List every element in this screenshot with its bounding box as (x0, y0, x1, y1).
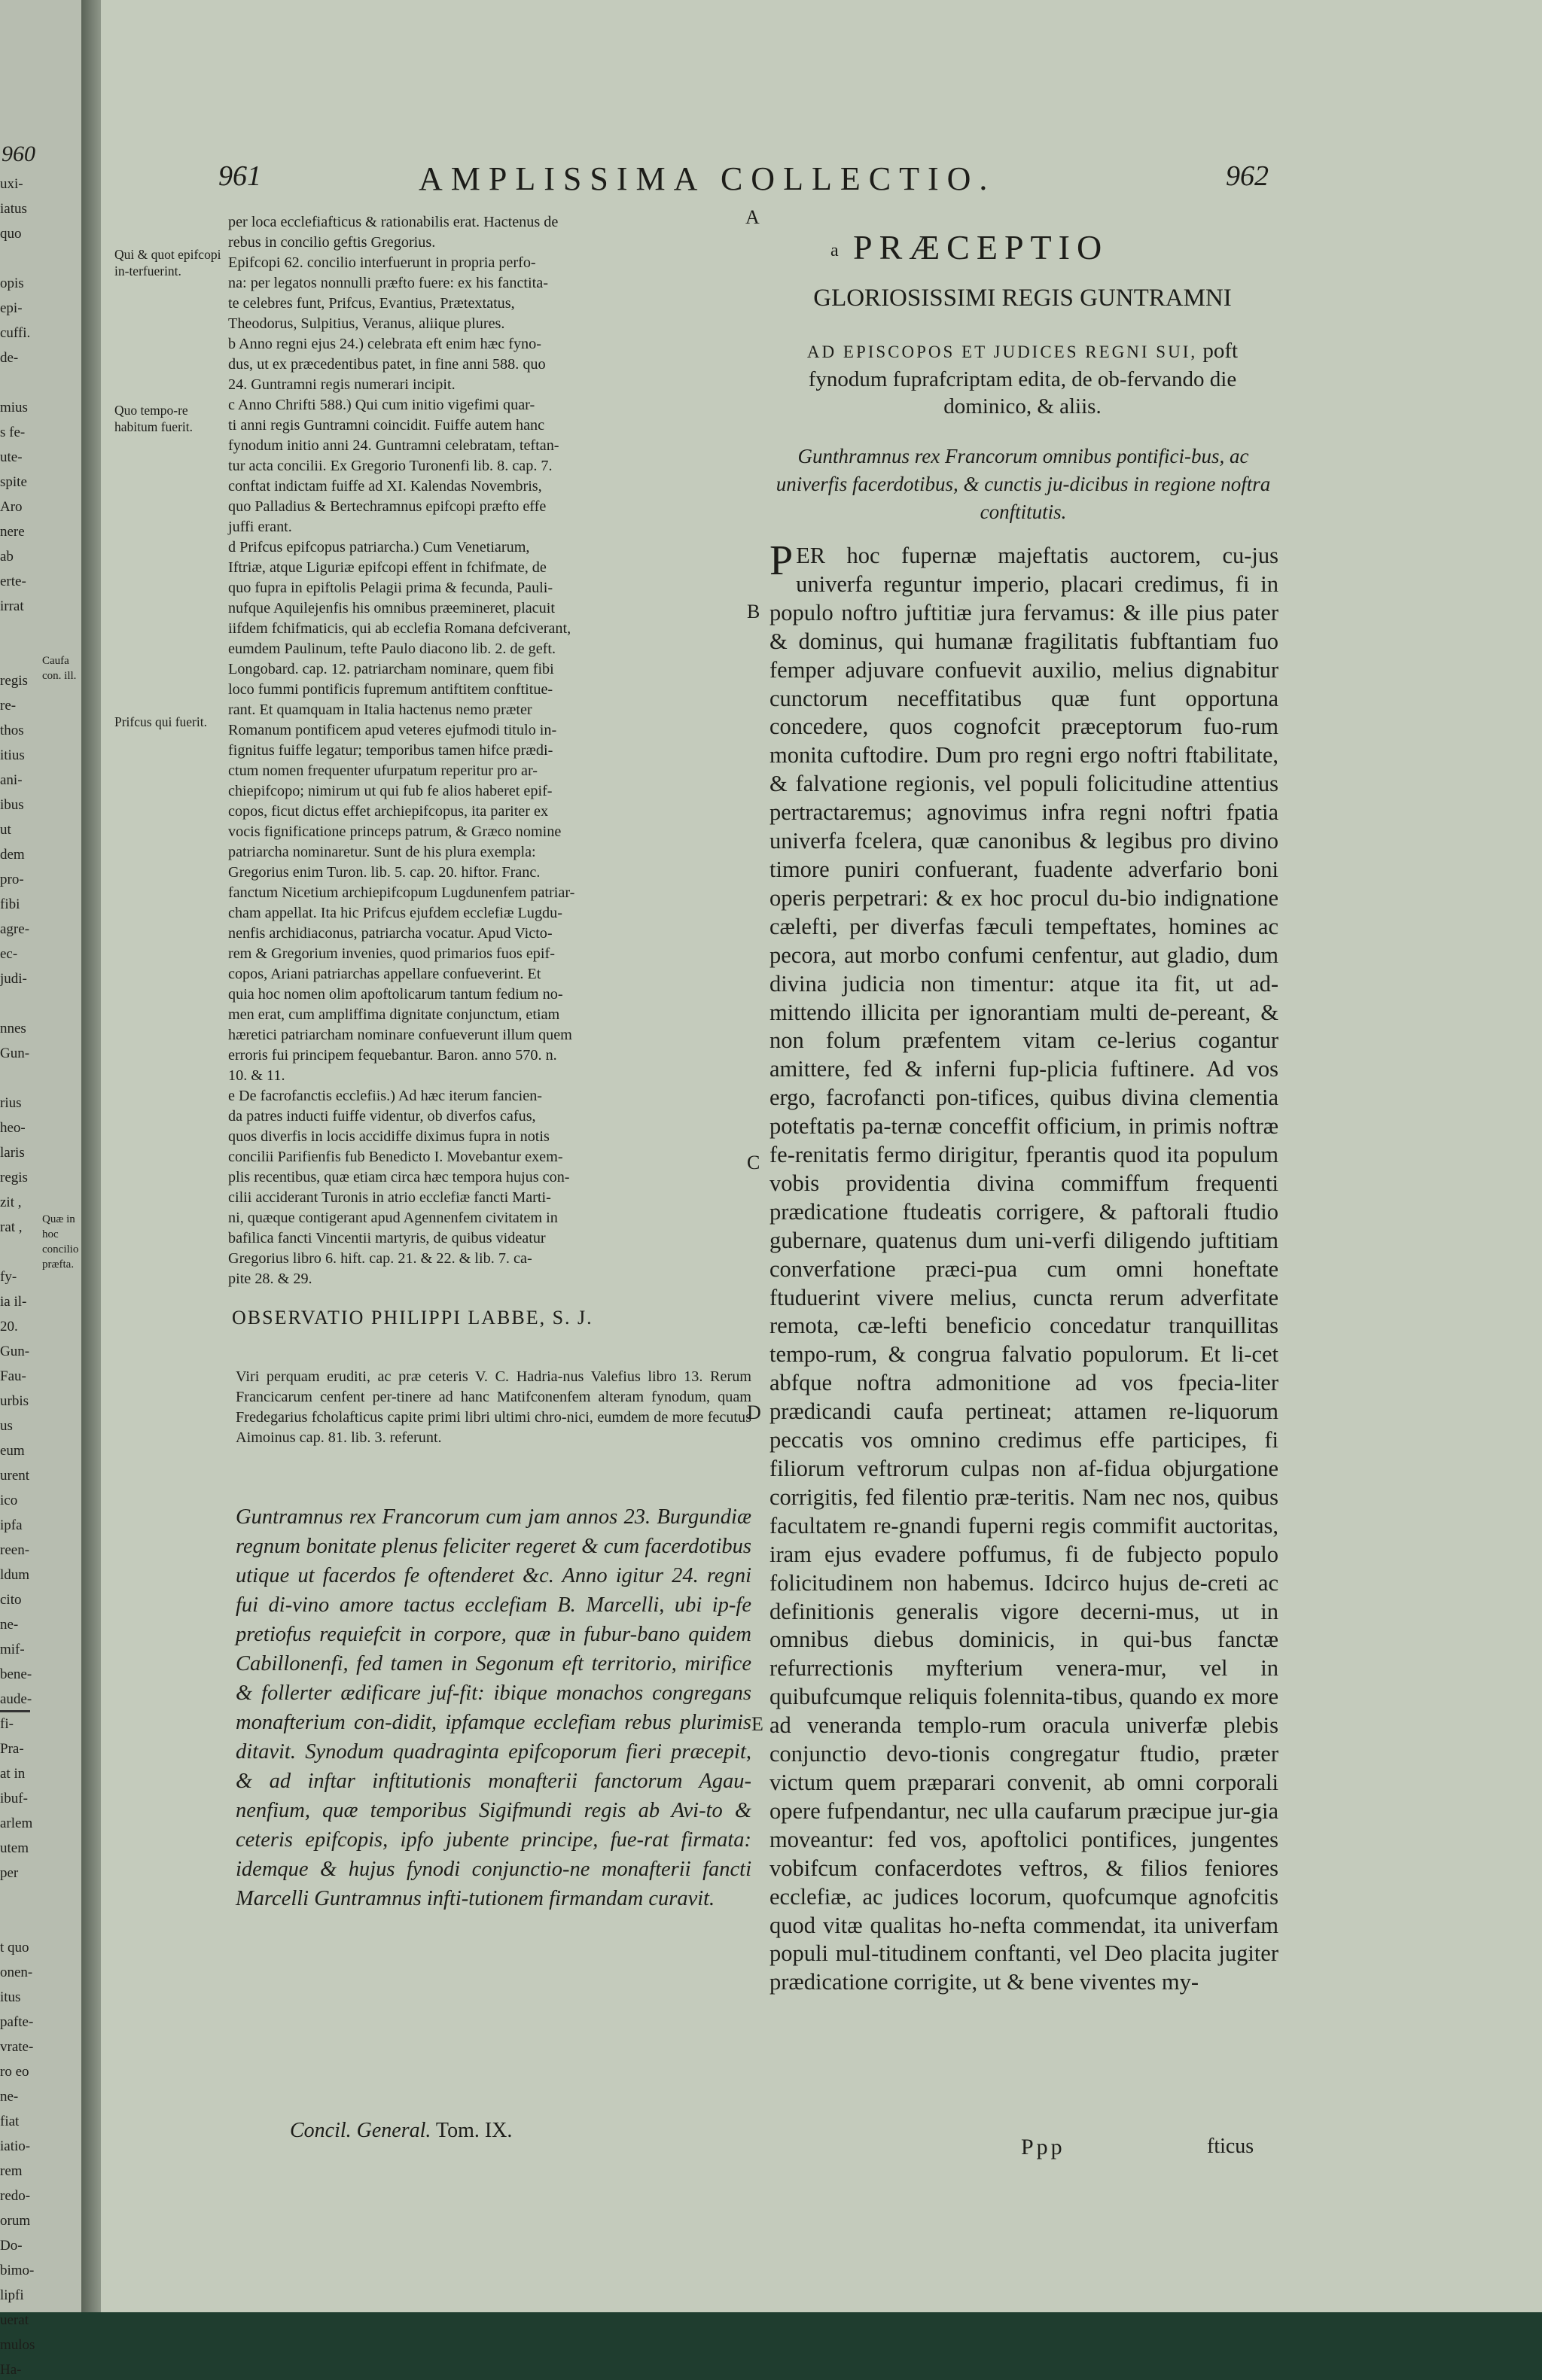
previous-page-fragment: Fau- (0, 1368, 26, 1384)
note-line: quo Palladius & Bertechramnus epifcopi præfto effe (228, 498, 547, 515)
previous-page-fragment: t quo (0, 1940, 29, 1955)
previous-page-fragment: ab (0, 549, 14, 565)
previous-page-fragment: thos (0, 723, 24, 738)
previous-page-fragment: pro- (0, 872, 24, 887)
note-line: quia hoc nomen olim apoftolicarum tantum fedium no- (228, 986, 563, 1003)
previous-page-fragment: s fe- (0, 425, 26, 440)
previous-page-fragment: ani- (0, 772, 23, 788)
previous-page-fragment: ute- (0, 449, 23, 465)
note-line: eumdem Paulinum, tefte Paulo diacono lib. 2. de geft. (228, 641, 556, 657)
note-line: c Anno Chrifti 588.) Qui cum initio vigefimi quar- (228, 397, 535, 413)
note-line: e De facrofanctis ecclefiis.) Ad hæc iterum fancien- (228, 1088, 543, 1104)
margin-note: Quo tempo-re habitum fuerit. (114, 403, 194, 434)
note-line: cilii acciderant Turonis in atrio ecclefiæ fancti Marti- (228, 1189, 551, 1206)
running-title: AMPLISSIMA COLLECTIO. (419, 160, 996, 197)
note-line: nufque Aquilejenfis his omnibus præemineret, placuit (228, 600, 555, 616)
previous-page-fragment: uxi- (0, 176, 23, 192)
page-footer (290, 2119, 512, 2143)
previous-page-fragment: arlem (0, 1815, 33, 1831)
previous-page-fragment: heo- (0, 1120, 26, 1136)
previous-page-fragment: ne- (0, 1617, 19, 1633)
note-line: Epifcopi 62. concilio interfuerunt in propria perfo- (228, 254, 536, 271)
note-line: cham appellat. Ita hic Prifcus ejufdem ecclefiæ Lugdu- (228, 905, 562, 921)
note-line: juffi erant. (228, 519, 292, 535)
previous-page-fragment: iatus (0, 201, 27, 217)
note-line: fanctum Nicetium archiepifcopum Lugdunenfem patriar- (228, 884, 575, 901)
previous-page-fragment: Gun- (0, 1344, 30, 1359)
previous-page-fragment: reen- (0, 1542, 30, 1558)
salutation: Gunthramnus rex Francorum omnibus pontifici-bus, ac univerfis facerdotibus, & cunctis ju-dicibus in regione noftra conftitutis. (776, 445, 1271, 523)
previous-page-fragment: itius (0, 747, 25, 763)
note-line: 24. Guntramni regis numerari incipit. (228, 376, 456, 393)
note-line: vocis fignificatione princeps patrum, & Græco nomine (228, 823, 562, 840)
note-line: d Prifcus epifcopus patriarcha.) Cum Venetiarum, (228, 539, 530, 555)
previous-page-fragment: dem (0, 847, 25, 863)
previous-page-fragment: iatio- (0, 2138, 31, 2154)
note-line: erroris fui principem fequebantur. Baron. anno 570. n. (228, 1047, 557, 1064)
note-line: rebus in concilio geftis Gregorius. (228, 234, 436, 251)
previous-page-fragment: lipfi (0, 2287, 24, 2303)
note-line: plis recentibus, quæ etiam circa hæc tempora hujus con- (228, 1169, 570, 1185)
previous-page-fragment: Pra- (0, 1741, 24, 1757)
note-line: copos, Ariani patriarchas appellare confueverint. Et (228, 966, 541, 982)
previous-page-fragment: rius (0, 1095, 22, 1111)
previous-page-fragment: ico (0, 1493, 18, 1508)
observatio-text: Viri perquam eruditi, ac præ ceteris V. C. Hadria-nus Valefius libro 13. Rerum Francicarum cenfent per-tinere ad hanc Matifconenfem alteram fynodum, quam Fredegarius fcholafticus capite primi libri ultimi chro-nici, eumdem de more fecutus Aimoinus cap. 81. lib. 3. referunt. (236, 1368, 751, 1446)
previous-page-fragment: uerat (0, 2312, 29, 2328)
previous-page-fragment: erte- (0, 574, 26, 589)
previous-page-fragment: agre- (0, 921, 30, 937)
previous-page-fragment: mulos (0, 2337, 35, 2353)
previous-page-fragment: fi- (0, 1716, 14, 1732)
footnote-marker: a (830, 241, 839, 260)
previous-page-fragment: Aro (0, 499, 23, 515)
previous-page-fragment: regis (0, 673, 28, 689)
footer-series: Concil. General. (290, 2119, 431, 2142)
note-line: bafilica fancti Vincentii martyris, de quibus videatur (228, 1230, 546, 1246)
previous-page-fragment: ipfa (0, 1517, 23, 1533)
previous-page-fragment: rat , (0, 1219, 23, 1235)
previous-page-fragment: ec- (0, 946, 18, 962)
section-letter-a: A (745, 206, 760, 228)
note-line: iifdem fchifmaticis, qui ab ecclefia Romana defciverant, (228, 620, 571, 637)
note-line: copos, ficut dictus effet archiepifcopus, ita pariter ex (228, 803, 549, 820)
note-line: te celebres funt, Prifcus, Evantius, Prætextatus, (228, 295, 515, 312)
note-line: fynodum initio anni 24. Guntramni celebratam, teftan- (228, 437, 559, 454)
previous-page-fragment: us (0, 1418, 13, 1434)
catchword: fticus (1207, 2135, 1254, 2158)
previous-page-fragment: nere (0, 524, 25, 540)
note-line: Gregorius libro 6. hift. cap. 21. & 22. & lib. 7. ca- (228, 1250, 532, 1267)
note-line: b Anno regni ejus 24.) celebrata eft enim hæc fyno- (228, 336, 541, 352)
note-line: rant. Et quamquam in Italia hactenus nemo præter (228, 702, 532, 718)
previous-page-fragment: orum (0, 2213, 31, 2229)
previous-page-fragment: fibi (0, 896, 20, 912)
previous-page-fragment: bimo- (0, 2263, 35, 2278)
previous-page-fragment: redo- (0, 2188, 31, 2204)
note-line: ti anni regis Guntramni coincidit. Fuiffe autem hanc (228, 417, 545, 434)
previous-page-fragment: ia il- (0, 1294, 27, 1310)
note-line: Romanum pontificem apud veteres ejufmodi titulo in- (228, 722, 557, 738)
previous-page-fragment: regis (0, 1170, 28, 1185)
previous-page-fragment: at in (0, 1766, 26, 1782)
page-number-right: 962 (1226, 160, 1269, 192)
section-letter-c: C (747, 1152, 760, 1173)
previous-page-fragment: pafte- (0, 2014, 34, 2030)
footer-tome: Tom. IX. (435, 2119, 513, 2142)
decree-body (769, 537, 1278, 1997)
previous-page-side-note: Caufa con. ill. (42, 655, 77, 682)
previous-page-fragment: ldum (0, 1567, 30, 1583)
previous-page-fragment: Ha- (0, 2362, 22, 2378)
document-subtitle-2 (766, 337, 1278, 420)
previous-page-side-note: Quæ in hoc concilio præfta. (42, 1213, 79, 1271)
previous-page-edge (0, 0, 81, 2378)
previous-page-fragment: cuffi. (0, 325, 31, 341)
previous-page-fragment: Do- (0, 2238, 23, 2254)
note-line: da patres inducti fuiffe videntur, ob diverfos cafus, (228, 1108, 536, 1125)
note-line: loco fummi pontificis fupremum antiftitem conftitue- (228, 681, 553, 698)
note-line: hæretici patriarcham nominare confueverunt illum quem (228, 1027, 572, 1043)
previous-page-fragment: vrate- (0, 2039, 34, 2055)
subtitle-caps: AD EPISCOPOS ET JUDICES REGNI SUI, (806, 342, 1198, 361)
previous-page-fragment: nnes (0, 1021, 26, 1036)
note-line: tur acta concilii. Ex Gregorio Turonenfi lib. 8. cap. 7. (228, 458, 553, 474)
document-title: PRÆCEPTIO (853, 228, 1109, 266)
previous-page-fragment: irrat (0, 598, 24, 614)
note-line: pite 28. & 29. (228, 1271, 312, 1287)
note-line: patriarcha nominaretur. Sunt de his plura exempla: (228, 844, 536, 860)
section-letter-d: D (747, 1402, 761, 1423)
previous-page-fragment: ibus (0, 797, 24, 813)
previous-page-fragment: ut (0, 822, 11, 838)
note-line: 10. & 11. (228, 1067, 285, 1084)
previous-page-fragment: utem (0, 1840, 29, 1856)
previous-page-fragment: per (0, 1865, 19, 1881)
previous-page-fragment: ro eo (0, 2064, 29, 2080)
previous-page-fragment: epi- (0, 300, 23, 316)
notes-column (228, 212, 755, 1289)
note-line: nenfis archidiaconus, patriarcha vocatur. Apud Victo- (228, 925, 553, 942)
note-line: per loca ecclefiafticus & rationabilis erat. Hactenus de (228, 214, 559, 230)
note-line: men erat, cum ampliffima dignitate conjunctum, etiam (228, 1006, 560, 1023)
previous-page-fragment: rem (0, 2163, 23, 2179)
footnotes (228, 212, 755, 1289)
previous-page-fragment: Gun- (0, 1045, 30, 1061)
decree-text: ER hoc fupernæ majeftatis auctorem, cu-jus univerfa reguntur imperio, placari credimus, fi in populo noftro juftitiæ jura fervamus: & ille pius pater & dominus, qui humanæ fragilitatis fubftantiam fuo femper adjuvare confuevit auxilio, melius dignabitur cunctorum neceffitatibus quæ funt opportuna concedere, quos cognofcit præceptorum fuo-rum monita cuftodire. Dum pro regni ergo noftri ftabilitate, & falvatione regionis, vel populi folicitudine attentius pertractaremus; agnovimus infra regni noftri fpatia univerfa fcelera, quæ canonibus & legibus pro divino timore puniri confuerant, fuadente adverfario boni operis perpetrari: & ex hoc procul du-bio indignatione cælefti, per diverfas fæculi tempeftates, homines ac pecora, aut morbo confumi cenfentur, aut gladio, dum divina judicia non timentur: atque ita fit, ut ad-mittendo illicita per ignorantiam multi de-pereant, & non folum præfentem vitam ce-lerius cogantur amittere, fed & inferni fup-plicia fuftinere. Ad vos ergo, facrofancti pon-tifices, quibus divina clementia poteftatis pa-ternæ conceffit officium, in primis noftræ fe-renitatis fermo dirigitur, fperantis quod ita populum vobis providentia divina commiffum frequenti prædicatione ftudeatis corrigere, & paftorali ftudio gubernare, quatenus dum uni-verfi diligendo juftitiam converfatione præci-pua cum omni honeftate ftuduerint vivere melius, cuncta rerum adverfitate remota, cæ-lefti beneficio concedatur tranquillitas tempo-rum, & congrua falvatio populorum. Et li-cet abfque noftra admonitione ad vos fpecia-liter prædicandi caufa pertineat; attamen re-liquorum peccatis vos omnino credimus effe participes, fi filiorum veftrorum culpas non af-fidua objurgatione corrigitis, fed filentio præ-teritis. Nam nec nos, quibus facultatem re-gnandi fuperni regis commifit auctoritas, iram ejus evadere poffumus, fi de fubjecto populo folicitudinem non habemus. Idcirco hujus de-creti ac definitionis generalis vigore decerni-mus, ut in omnibus diebus dominicis, in qui-bus fanctæ refurrectionis myfterium venera-mur, vel in quibufcumque reliquis folennita-tibus, quando ex more ad veneranda templo-rum oracula univerfæ plebis conjunctio devo-tionis congregatur ftudio, præter victum quem præparari convenit, ab omni corporali opere fufpendantur, nec ulla caufarum præcipue jur-gia moveantur: fed vos, apoftolici pontifices, jungentes vobifcum confacerdotes veftros, & filios feniores ecclefiæ, ac judices locorum, quofcumque agnofcitis quod vitæ qualitas ho-nefta commendat, ita univerfam populi mul-titudinem conftanti, vel Deo placita jugiter prædicatione corrigite, ut & bene viventes my- (769, 543, 1278, 1995)
page-number-left: 961 (218, 160, 261, 192)
note-line: conftat indictam fuiffe ad XI. Kalendas Novembris, (228, 478, 542, 495)
previous-page-fragment: opis (0, 275, 24, 291)
previous-page-fragment: eum (0, 1443, 25, 1459)
note-line: ctum nomen frequenter ufurpatum reperitur pro ar- (228, 762, 538, 779)
note-line: ni, quæque contigerant apud Agennenfem civitatem in (228, 1210, 558, 1226)
previous-page-rule (0, 1710, 30, 1712)
previous-page-fragment: fy- (0, 1269, 17, 1285)
note-line: quos diverfis in locis accidiffe diximus fupra in notis (228, 1128, 550, 1145)
observatio-heading: OBSERVATIO PHILIPPI LABBE, S. J. (232, 1307, 593, 1328)
note-line: rem & Gregorium invenies, quod primarios fuos epif- (228, 945, 555, 962)
previous-page-fragment: quo (0, 226, 22, 242)
previous-page-fragment: de- (0, 350, 19, 366)
note-line: fignitus fuiffe legatur; temporibus tamen hifce prædi- (228, 742, 553, 759)
note-line: Theodorus, Sulpitius, Veranus, aliique plures. (228, 315, 505, 332)
note-line: na: per legatos nonnulli præfto fuere: ex his fanctita- (228, 275, 548, 291)
book-gutter (81, 0, 101, 2312)
previous-page-fragment: laris (0, 1145, 25, 1161)
previous-page-fragment: mif- (0, 1642, 25, 1657)
margin-note: Qui & quot epifcopi in-terfuerint. (114, 247, 221, 278)
margin-note: Prifcus qui fuerit. (114, 714, 207, 729)
italic-paragraph: Guntramnus rex Francorum cum jam annos 23. Burgundiæ regnum bonitate plenus feliciter regeret & cum facerdotibus utique ut facerdos fe oftenderet &c. Anno igitur 24. regni fui di-vino amore tactus ecclefiam B. Marcelli, ubi ip-fe pretiofus requiefcit in corpore, quæ in fubur-bano quidem Cabillonenfi, fed tamen in Segonum eft territorio, mirifice & follerter ædificare juf-fit: ibique monachos congregans monafterium con-didit, ipfamque ecclefiam rebus plurimis ditavit. Synodum quadraginta epifcoporum fieri præcepit, & ad inftar inftitutionis monafterii fanctorum Agau-nenfium, quæ temporibus Sigifmundi regis ab Avi-to & ceteris epifcopis, ipfo jubente principe, fue-rat firmata: idemque & hujus fynodi conjunctio-ne monafterii fancti Marcelli Guntramnus infti-tutionem firmandam curavit. (236, 1505, 751, 1910)
previous-page-fragment: 20. (0, 1319, 18, 1335)
previous-page-fragment: fiat (0, 2114, 20, 2129)
previous-page-fragment: bene- (0, 1666, 32, 1682)
previous-page-fragment: ne- (0, 2089, 19, 2105)
note-line: concilii Parifienfis fub Benedicto I. Movebantur exem- (228, 1149, 563, 1165)
previous-page-number: 960 (2, 142, 35, 166)
previous-page-fragment: urent (0, 1468, 30, 1484)
note-line: chiepifcopo; nimirum ut qui fub fe alios haberet epif- (228, 783, 553, 799)
previous-page-fragment: spite (0, 474, 27, 490)
section-letter-b: B (747, 601, 760, 622)
note-line: Gregorius enim Turon. lib. 5. cap. 20. hiftor. Franc. (228, 864, 541, 881)
previous-page-fragment: itus (0, 1989, 21, 2005)
previous-page-fragment: cito (0, 1592, 22, 1608)
previous-page-fragment: onen- (0, 1965, 33, 1980)
section-letter-e: E (751, 1713, 763, 1735)
note-line: Iftriæ, atque Liguriæ epifcopi effent in fchifmate, de (228, 559, 547, 576)
previous-page-fragment: zit , (0, 1195, 22, 1210)
subtitle-rest: poft fynodum fuprafcriptam edita, de ob-fervando die dominico, & aliis. (808, 339, 1239, 418)
previous-page-fragment: re- (0, 698, 17, 714)
document-subtitle: GLORIOSISSIMI REGIS GUNTRAMNI (813, 285, 1232, 312)
previous-page-fragment: ibuf- (0, 1791, 28, 1806)
note-line: quo fupra in epiftolis Pelagii prima & fecunda, Pauli- (228, 580, 553, 596)
previous-page-fragment: urbis (0, 1393, 29, 1409)
previous-page-fragment: aude- (0, 1691, 32, 1707)
signature-mark: Ppp (1021, 2135, 1065, 2159)
previous-page-fragment: mius (0, 400, 28, 415)
drop-cap: P (769, 537, 794, 584)
previous-page-fragment: judi- (0, 971, 27, 987)
note-line: Longobard. cap. 12. patriarcham nominare, quem fibi (228, 661, 554, 677)
note-line: dus, ut ex præcedentibus patet, in fine anni 588. quo (228, 356, 546, 373)
